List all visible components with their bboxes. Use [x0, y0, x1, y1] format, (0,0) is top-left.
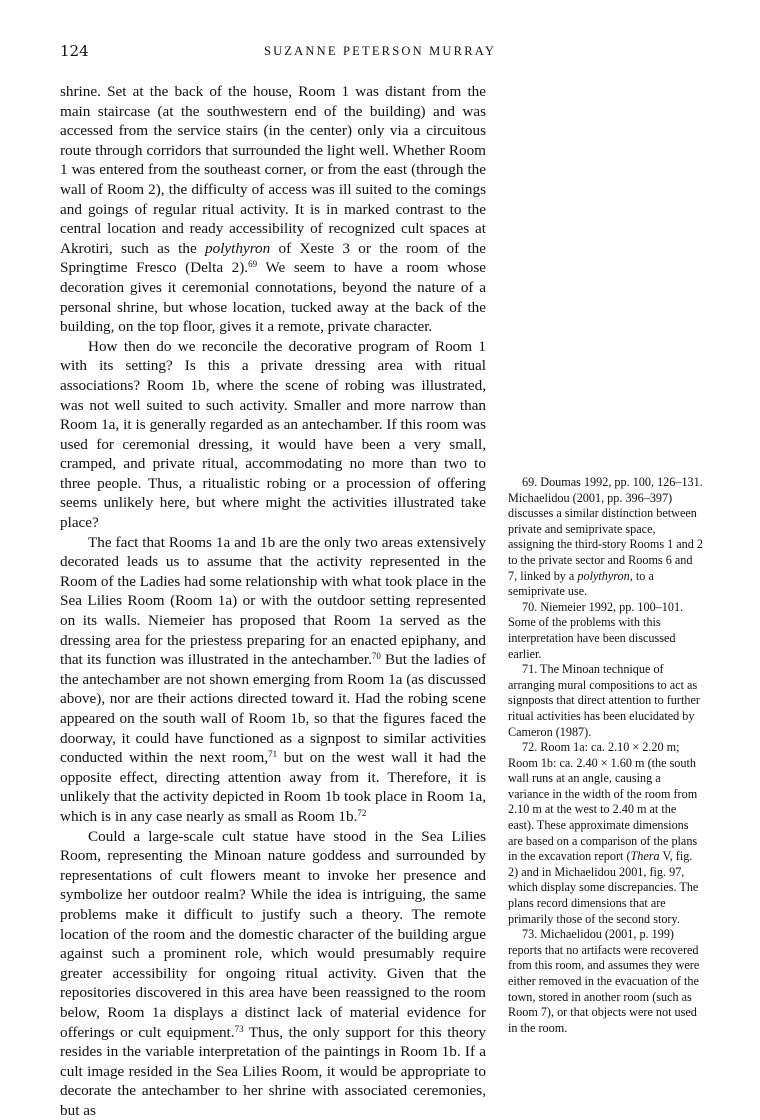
italic-term: Thera [630, 849, 660, 864]
footnote-73 [508, 927, 704, 1036]
body-paragraph [60, 82, 486, 337]
italic-term: polythyron, [577, 568, 633, 583]
text-run: We seem to have a room whose decoration gives it ceremonial connotations, beyond the nature of a personal shrine, but whose location, tucked away at the back of the building, on the top floor, gives it a remote, private character. [60, 259, 486, 336]
text-run: But the ladies of the antechamber are not shown emerging from Room 1a (as discussed above), nor are their actions directed toward it. Had the robing scene appeared on the south wall of Room 1b, so that the figures faced the doorway, it could have functioned as a signpost to similar activities conducted within the next room, [60, 651, 486, 767]
running-head: SUZANNE PETERSON MURRAY [263, 44, 497, 58]
text-run: but on the west wall it had the opposite effect, directing attention away from it. Therefore, it is unlikely that the activity depicted in Room 1b took place in Room 1a, which is in any case nearly as small as Room 1b. [60, 749, 486, 825]
text-run: 72. Room 1a: ca. 2.10 × 2.20 m; Room 1b: ca. 2.40 × 1.60 m (the south wall runs at an angle, causing a variance in the width of the room from 2.10 m at the west to 2.40 m at the east). These approximate dimensions are based on a comparison of the plans in the excavation report ( [508, 740, 698, 864]
text-run: V, fig. 2) and in Michaelidou 2001, fig. 97, which display some discrepancies. The plans record dimensions that are primarily those of the second story. [508, 849, 699, 926]
text-run: shrine. Set at the back of the house, Room 1 was distant from the main staircase (at the southwestern end of the building) and was accessed from the service stairs (in the center) only via a circuitous route through corridors that surrounded the light well. Whether Room 1 was entered from the southeast corner, or from the east (through the wall of Room 2), the difficulty of access was ill suited to the comings and goings of regular ritual activity. It is in marked contrast to the central location and ready accessibility of recognized cult spaces at Akrotiri, such as the [60, 83, 486, 257]
footnote-72 [508, 740, 704, 927]
body-paragraph [60, 827, 486, 1120]
footnote-69 [508, 475, 704, 600]
footnote-70 [508, 600, 704, 662]
footnote-71 [508, 662, 704, 740]
footnotes-column [508, 475, 704, 1036]
body-paragraph [60, 533, 486, 827]
italic-term: polythyron [205, 239, 271, 257]
main-text-column [60, 82, 486, 1120]
footnote-marker: 73 [234, 1023, 244, 1034]
text-run: How then do we reconcile the decorative program of Room 1 with its setting? Is this a private dressing area with ritual associations? Room 1b, where the scene of robing was illustrated, was not well suited to such activity. Smaller and more narrow than Room 1a, it is generally regarded as an antechamber. If this room was used for ceremonial dressing, it would have been a very small, cramped, and private ritual, accommodating no more than two to three people. Thus, a ritualistic robing or a procession of offering seems unlikely here, but where might the activities illustrated take place? [60, 337, 486, 532]
text-run: The fact that Rooms 1a and 1b are the only two areas extensively decorated leads us to assume that the activity represented in the Room of the Ladies had some relationship with what took place in the Sea Lilies Room (Room 1a) or with the outdoor setting represented on its walls. Niemeier has proposed that Room 1a served as the dressing area for the priestess preparing for an enacted epiphany, and that its function was illustrated in the antechamber. [60, 533, 486, 669]
page-header [60, 42, 700, 66]
text-run: 73. Michaelidou (2001, p. 199) reports that no artifacts were recovered from this room, and assumes they were either removed in the evacuation of the town, stored in another room (such as Room 7), or that objects were not used in the room. [508, 927, 700, 1035]
body-paragraph [60, 337, 486, 533]
text-run: Thus, the only support for this theory resides in the variable interpretation of the paintings in Room 1b. If a cult image resided in the Sea Lilies Room, it would be appropriate to decorate the antechamber to her shrine with associated ceremonies, but as [60, 1023, 486, 1119]
text-run: 70. Niemeier 1992, pp. 100–101. Some of the problems with this interpretation have been discussed earlier. [508, 599, 684, 661]
text-run: 69. Doumas 1992, pp. 100, 126–131. Michaelidou (2001, pp. 396–397) discusses a similar distinction between private and semiprivate space, assigning the third-story Rooms 1 and 2 to the private sector and Rooms 6 and 7, linked by a [508, 475, 703, 583]
footnote-marker: 70 [371, 651, 381, 662]
footnote-marker: 72 [357, 807, 367, 818]
page-number: 124 [60, 42, 89, 60]
text-run: of Xeste 3 or the room of the Springtime Fresco (Delta 2). [60, 239, 486, 277]
text-run: 71. The Minoan technique of arranging mural compositions to act as signposts that direct attention to further ritual activities has been elucidated by Cameron (1987). [508, 662, 700, 739]
text-run: to a semiprivate use. [508, 568, 654, 599]
footnote-marker: 71 [268, 749, 278, 760]
footnote-marker: 69 [248, 259, 258, 270]
text-run: Could a large-scale cult statue have stood in the Sea Lilies Room, representing the Minoan nature goddess and surrounded by representations of cult flowers meant to invoke her presence and symbolize her outdoor realm? While the idea is intriguing, the same problems make it difficult to justify such a theory. The remote location of the room and the domestic character of the building argue against such a prominent role, which would presumably require greater accessibility for ongoing ritual activity. Given that the repositories discovered in this area have been reassigned to the room below, Room 1a displays a distinct lack of material evidence for offerings or cult equipment. [60, 827, 486, 1041]
